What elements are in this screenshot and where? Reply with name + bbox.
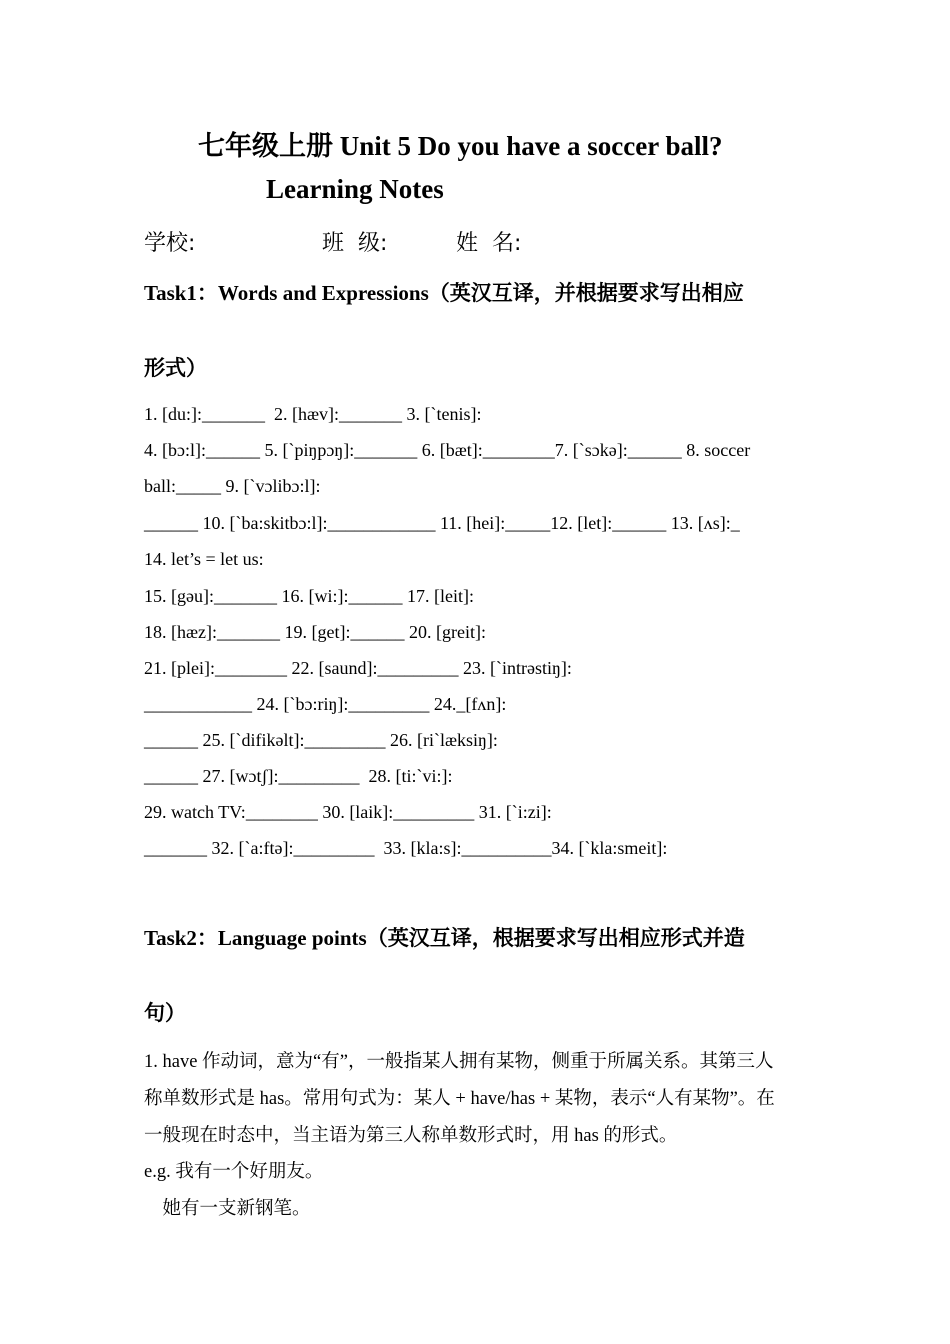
vocab-line: 14. let’s = let us: <box>144 549 264 569</box>
language-point-line: 称单数形式是 has。常用句式为：某人 + have/has + 某物，表示“人有某物”。在 <box>144 1089 775 1109</box>
class-field-label: 班 级: <box>322 231 388 256</box>
language-point-line: 1. have 作动词，意为“有”，一般指某人拥有某物，侧重于所属关系。其第三人 <box>144 1052 774 1072</box>
vocab-line: 29. watch TV:________ 30. [laik]:_________ 31. [`i:zi]: <box>144 802 552 822</box>
vocab-line: ____________ 24. [`bɔ:riŋ]:_________ 24._[fʌn]: <box>144 694 507 714</box>
language-point-line: 一般现在时态中，当主语为第三人称单数形式时，用 has 的形式。 <box>144 1126 678 1146</box>
school-field-label: 学校: <box>144 231 196 256</box>
example-line: 她有一支新钢笔。 <box>144 1199 311 1219</box>
vocab-line: 15. [gəu]:_______ 16. [wi:]:______ 17. [leit]: <box>144 586 474 606</box>
document-title: 七年级上册 Unit 5 Do you have a soccer ball? <box>198 131 723 161</box>
example-line: e.g. 我有一个好朋友。 <box>144 1162 324 1182</box>
task1-heading-continued: 形式） <box>144 356 207 380</box>
task2-heading: Task2：Language points（英汉互译，根据要求写出相应形式并造 <box>144 926 745 950</box>
task1-heading: Task1：Words and Expressions（英汉互译，并根据要求写出相应 <box>144 281 744 305</box>
vocab-line: ______ 10. [`ba:skitbɔ:l]:____________ 11. [hei]:_____12. [let]:______ 13. [ʌs]:_ <box>144 513 740 533</box>
name-field-label: 姓 名: <box>456 231 522 256</box>
vocab-line: 21. [plei]:________ 22. [saund]:_________ 23. [`intrəstiŋ]: <box>144 658 572 678</box>
vocab-line: ball:_____ 9. [`vɔlibɔ:l]: <box>144 476 321 496</box>
vocab-line: 1. [du:]:_______ 2. [hæv]:_______ 3. [`tenis]: <box>144 404 482 424</box>
vocab-line: _______ 32. [`a:ftə]:_________ 33. [kla:s]:__________34. [`kla:smeit]: <box>144 838 668 858</box>
task2-heading-continued: 句） <box>144 1001 186 1025</box>
vocab-line: 4. [bɔ:l]:______ 5. [`piŋpɔŋ]:_______ 6. [bæt]:________7. [`sɔkə]:______ 8. soccer <box>144 440 751 460</box>
vocab-line: ______ 25. [`difikəlt]:_________ 26. [ri`læksiŋ]: <box>144 730 498 750</box>
vocab-line: ______ 27. [wɔtʃ]:_________ 28. [ti:`vi:]: <box>144 766 453 786</box>
vocab-line: 18. [hæz]:_______ 19. [get]:______ 20. [greit]: <box>144 622 486 642</box>
document-subtitle: Learning Notes <box>266 174 444 204</box>
